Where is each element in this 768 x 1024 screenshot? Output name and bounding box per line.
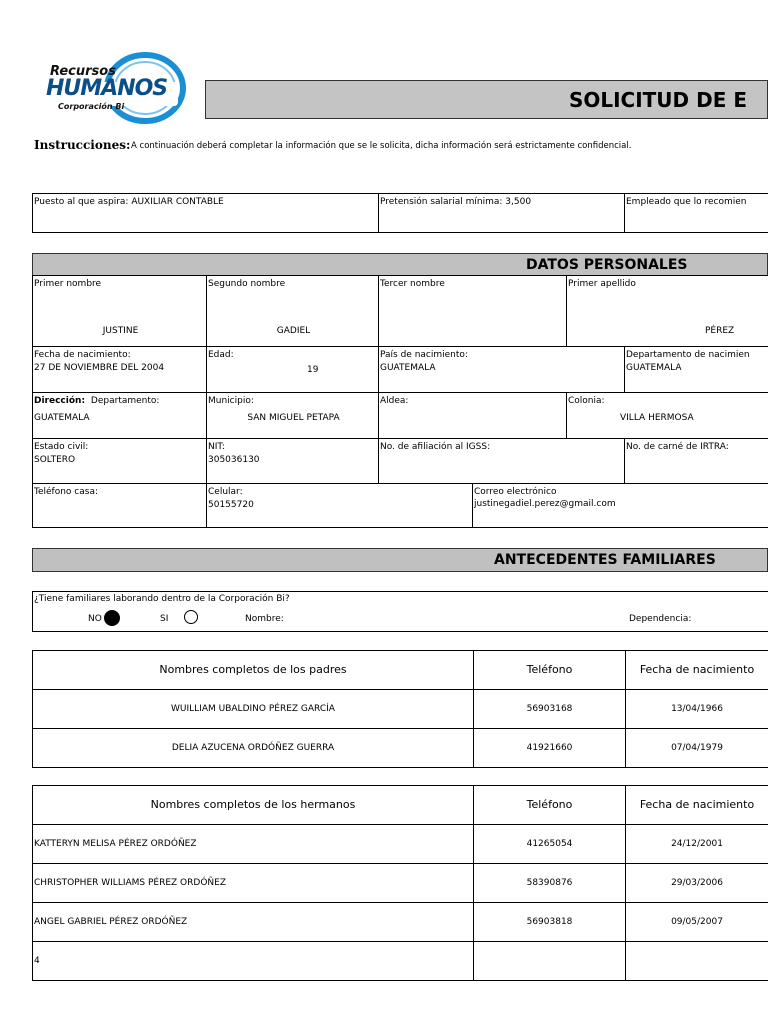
instructions-label: Instrucciones: [34, 138, 131, 152]
hermano-fecha-3: 09/05/2007 [671, 917, 723, 927]
hermanos-header-nombre [32, 785, 474, 825]
primer-apellido-cell[interactable] [566, 275, 768, 347]
depto-nac-cell[interactable] [624, 346, 768, 393]
puesto-cell[interactable] [32, 193, 379, 233]
edad-value: 19 [307, 365, 319, 375]
padre-telefono-1-cell[interactable] [473, 689, 626, 729]
hermano-nombre-2: CHRISTOPHER WILLIAMS PÉREZ ORDÓÑEZ [34, 878, 226, 888]
celular-value: 50155720 [208, 500, 254, 510]
company-logo [40, 48, 190, 128]
hermano-telefono-1: 41265054 [526, 839, 573, 849]
hermano-fecha-2: 29/03/2006 [671, 878, 723, 888]
hermanos-header-fecha [625, 785, 768, 825]
si-radio[interactable] [184, 610, 198, 624]
hermanos-header-telefono-text: Teléfono [526, 798, 573, 811]
direccion-label: Dirección: [34, 396, 86, 406]
padres-table [32, 650, 768, 768]
instructions-text: A continuación deberá completar la información que se le solicita, dicha información será estrictamente confidencial. [131, 141, 632, 151]
padre-fecha-2: 07/04/1979 [671, 743, 723, 753]
table-row[interactable] [32, 689, 474, 729]
igss-label: No. de afiliación al IGSS: [380, 442, 491, 452]
fecha-nac-cell[interactable] [32, 346, 207, 393]
no-radio[interactable] [104, 610, 120, 626]
padres-header-nombre-text: Nombres completos de los padres [159, 663, 347, 676]
padre-nombre-2: DELIA AZUCENA ORDÓÑEZ GUERRA [171, 743, 335, 753]
puesto-text: Puesto al que aspira: AUXILIAR CONTABLE [34, 197, 224, 207]
irtra-cell[interactable] [624, 438, 768, 484]
direccion-cell[interactable] [32, 392, 207, 439]
hermano-nombre-3: ANGEL GABRIEL PÉREZ ORDÓÑEZ [34, 917, 188, 927]
irtra-label: No. de carné de IRTRA: [626, 442, 729, 452]
fecha-nac-value: 27 DE NOVIEMBRE DEL 2004 [34, 363, 165, 373]
hermano-fecha-2-cell[interactable] [625, 863, 768, 903]
primer-apellido-value: PÉREZ [705, 326, 735, 336]
hermano-telefono-1-cell[interactable] [473, 824, 626, 864]
hermano-telefono-3-cell[interactable] [473, 902, 626, 942]
padres-header-fecha [625, 650, 768, 690]
edad-label: Edad: [208, 350, 234, 360]
nit-value: 305036130 [208, 455, 260, 465]
nit-cell[interactable] [206, 438, 379, 484]
direccion-labels [34, 396, 159, 407]
si-label: SI [160, 614, 169, 624]
colonia-label: Colonia: [568, 396, 605, 406]
familiares-box [32, 591, 768, 632]
title-bar [205, 80, 768, 119]
padre-fecha-2-cell[interactable] [625, 728, 768, 768]
estado-civil-label: Estado civil: [34, 442, 89, 452]
hermanos-header-nombre-text: Nombres completos de los hermanos [150, 798, 356, 811]
nombre-label: Nombre: [245, 614, 284, 624]
padre-fecha-1: 13/04/1966 [671, 704, 723, 714]
depto-nac-label: Departamento de nacimien [626, 350, 750, 360]
hermano-telefono-2: 58390876 [526, 878, 573, 888]
igss-cell[interactable] [378, 438, 625, 484]
fecha-nac-label: Fecha de nacimiento: [34, 350, 131, 360]
colonia-value: VILLA HERMOSA [620, 413, 694, 423]
municipio-cell[interactable] [206, 392, 379, 439]
padre-nombre-1: WUILLIAM UBALDINO PÉREZ GARCÍA [171, 704, 335, 714]
padre-telefono-2: 41921660 [526, 743, 573, 753]
padres-header-telefono-text: Teléfono [526, 663, 573, 676]
municipio-value: SAN MIGUEL PETAPA [247, 413, 340, 423]
tercer-nombre-label: Tercer nombre [380, 279, 445, 289]
hermanos-header-telefono [473, 785, 626, 825]
departamento-label: Departamento: [90, 396, 160, 406]
padre-telefono-2-cell[interactable] [473, 728, 626, 768]
hermano-fecha-3-cell[interactable] [625, 902, 768, 942]
departamento-value: GUATEMALA [34, 413, 90, 423]
antecedentes-header [32, 548, 768, 572]
table-row[interactable] [32, 824, 474, 864]
hermano-fecha-4-cell[interactable] [625, 941, 768, 981]
padre-fecha-1-cell[interactable] [625, 689, 768, 729]
page-title: SOLICITUD DE E [568, 88, 747, 112]
correo-cell[interactable] [472, 483, 768, 528]
no-label: NO [88, 614, 102, 624]
hermanos-table [32, 785, 768, 981]
estado-civil-value: SOLTERO [34, 455, 76, 465]
padres-header-nombre [32, 650, 474, 690]
correo-label: Correo electrónico [474, 487, 557, 497]
primer-nombre-label: Primer nombre [34, 279, 102, 289]
hermano-telefono-2-cell[interactable] [473, 863, 626, 903]
aldea-cell[interactable] [378, 392, 567, 439]
primer-nombre-value: JUSTINE [102, 326, 139, 336]
logo-text-corporacion: Corporación Bi [58, 102, 125, 111]
segundo-nombre-label: Segundo nombre [208, 279, 286, 289]
tel-casa-cell[interactable] [32, 483, 207, 528]
table-row[interactable] [32, 728, 474, 768]
hermano-nombre-4: 4 [34, 956, 40, 966]
pais-value: GUATEMALA [380, 363, 436, 373]
primer-nombre-cell[interactable] [32, 275, 207, 347]
table-row[interactable] [32, 902, 474, 942]
tel-casa-label: Teléfono casa: [34, 487, 98, 497]
primer-apellido-label: Primer apellido [568, 279, 636, 289]
municipio-label: Municipio: [208, 396, 254, 406]
pais-cell[interactable] [378, 346, 625, 393]
empleado-text: Empleado que lo recomien [626, 197, 747, 207]
datos-personales-title: DATOS PERSONALES [526, 257, 688, 273]
estado-civil-cell[interactable] [32, 438, 207, 484]
dependencia-label: Dependencia: [629, 614, 692, 624]
logo-text-humanos: HUMANOS [46, 76, 168, 101]
familiares-question: ¿Tiene familiares laborando dentro de la Corporación Bi? [34, 594, 290, 604]
padre-telefono-1: 56903168 [526, 704, 573, 714]
empleado-cell[interactable] [624, 193, 768, 233]
hermano-fecha-1: 24/12/2001 [671, 839, 723, 849]
hermano-nombre-1: KATTERYN MELISA PÉREZ ORDÓÑEZ [34, 839, 197, 849]
hermano-telefono-4-cell[interactable] [473, 941, 626, 981]
table-row[interactable] [32, 941, 474, 981]
segundo-nombre-cell[interactable] [206, 275, 379, 347]
celular-cell[interactable] [206, 483, 473, 528]
hermano-fecha-1-cell[interactable] [625, 824, 768, 864]
celular-label: Celular: [208, 487, 243, 497]
pais-label: País de nacimiento: [380, 350, 468, 360]
pretension-text: Pretensión salarial mínima: 3,500 [380, 197, 532, 207]
table-row[interactable] [32, 863, 474, 903]
padres-header-fecha-text: Fecha de nacimiento [639, 663, 755, 676]
colonia-cell[interactable] [566, 392, 768, 439]
segundo-nombre-value: GADIEL [276, 326, 311, 336]
padres-header-telefono [473, 650, 626, 690]
correo-value: justinegadiel.perez@gmail.com [474, 499, 616, 509]
hermano-telefono-3: 56903818 [526, 917, 573, 927]
pretension-cell[interactable] [378, 193, 625, 233]
hermanos-header-fecha-text: Fecha de nacimiento [639, 798, 755, 811]
nit-label: NIT: [208, 442, 225, 452]
edad-cell[interactable] [206, 346, 379, 393]
logo-text-recursos: Recursos [50, 64, 116, 79]
aldea-label: Aldea: [380, 396, 409, 406]
tercer-nombre-cell[interactable] [378, 275, 567, 347]
datos-personales-header [32, 253, 768, 276]
depto-nac-value: GUATEMALA [626, 363, 682, 373]
antecedentes-title: ANTECEDENTES FAMILIARES [494, 552, 716, 568]
